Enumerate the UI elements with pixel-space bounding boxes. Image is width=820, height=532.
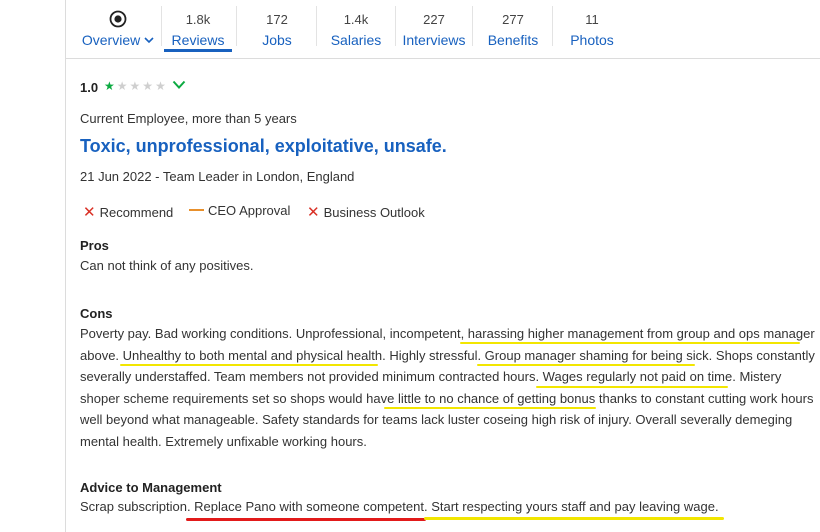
- indicator-ceo-approval: [189, 203, 290, 218]
- indicator-label: CEO Approval: [208, 203, 291, 218]
- left-divider: [65, 0, 66, 532]
- tab-overview-label: Overview: [81, 32, 141, 48]
- highlight-underline: [536, 386, 728, 388]
- tab-overview[interactable]: [76, 0, 160, 55]
- tab-photos-count: 11: [585, 12, 599, 27]
- cons-line: severally understaffed. Team members not provided minimum contracted hours. Wages regularly not paid on time. Mistery: [80, 369, 782, 384]
- highlight-underline: [460, 342, 800, 344]
- chevron-down-icon: [144, 37, 154, 44]
- employee-status: Current Employee, more than 5 years: [80, 111, 297, 126]
- highlight-underline: [120, 364, 378, 366]
- review-meta: 21 Jun 2022 - Team Leader in London, England: [80, 169, 355, 184]
- highlight-underline-red: [186, 518, 426, 521]
- company-tabs: [66, 0, 820, 55]
- tab-reviews[interactable]: [164, 0, 232, 55]
- cons-line: above. Unhealthy to both mental and physical health. Highly stressful. Group manager shaming for being sick. Shops constantly: [80, 347, 815, 363]
- indicator-business-outlook: [307, 203, 425, 221]
- cons-line: shoper scheme requirements set so shops would have little to no chance of getting bonus thanks to constant cutting work hours: [80, 390, 814, 406]
- highlight-underline: [424, 517, 724, 520]
- x-icon: ✕: [307, 204, 320, 221]
- tab-salaries-label: Salaries: [330, 32, 382, 48]
- tab-reviews-count: 1.8k: [185, 12, 211, 27]
- tab-interviews[interactable]: [398, 0, 470, 55]
- target-icon: [109, 10, 127, 28]
- star-rating: [104, 79, 168, 93]
- cons-line: Poverty pay. Bad working conditions. Unprofessional, incompetent, harassing higher management from group and ops manager: [80, 326, 815, 341]
- star-empty-icon: ★: [142, 79, 156, 93]
- tab-salaries-count: 1.4k: [343, 12, 369, 27]
- tab-interviews-label: Interviews: [402, 32, 466, 48]
- tab-separator: [552, 6, 553, 46]
- highlight-underline: [477, 364, 695, 366]
- tab-benefits-label: Benefits: [487, 32, 539, 48]
- dash-icon: [189, 209, 204, 211]
- tab-separator: [316, 6, 317, 46]
- tab-separator: [472, 6, 473, 46]
- tab-separator: [395, 6, 396, 46]
- tab-jobs-label: Jobs: [262, 32, 292, 48]
- x-icon: ✕: [83, 204, 96, 221]
- advice-text: Scrap subscription. Replace Pano with someone competent. Start respecting yours staff and pay leaving wage.: [80, 499, 719, 514]
- rating-details-chevron-icon[interactable]: [172, 80, 186, 90]
- star-empty-icon: ★: [116, 79, 130, 93]
- rating-value: 1.0: [80, 80, 99, 95]
- review-title[interactable]: Toxic, unprofessional, exploitative, unsafe.: [80, 136, 447, 156]
- cons-line: well beyond what manageable. Safety standards for teams lack luster coseing high risk of injury. Overall severally demeging: [80, 412, 793, 427]
- tab-salaries[interactable]: [323, 0, 389, 55]
- cons-heading: Cons: [80, 306, 113, 321]
- tab-photos[interactable]: [558, 0, 626, 55]
- pros-text: Can not think of any positives.: [80, 258, 254, 273]
- highlight-underline: [384, 407, 596, 409]
- tab-reviews-label: Reviews: [171, 32, 225, 48]
- tab-photos-label: Photos: [570, 32, 614, 48]
- indicator-recommend: [83, 203, 173, 221]
- indicator-label: Business Outlook: [323, 205, 425, 220]
- tab-benefits[interactable]: [478, 0, 548, 55]
- star-filled-icon: ★: [104, 79, 117, 93]
- cons-line: mental health. Extremely unfixable working hours.: [80, 433, 367, 449]
- tab-jobs-count: 172: [266, 12, 288, 27]
- tab-interviews-count: 227: [423, 12, 445, 27]
- tab-separator: [236, 6, 237, 46]
- advice-heading: Advice to Management: [80, 480, 222, 495]
- active-tab-indicator: [164, 49, 232, 52]
- star-empty-icon: ★: [129, 79, 143, 93]
- star-empty-icon: ★: [155, 79, 168, 93]
- tab-jobs[interactable]: [244, 0, 310, 55]
- tabs-divider: [66, 58, 820, 59]
- pros-heading: Pros: [80, 238, 109, 253]
- tab-benefits-count: 277: [502, 12, 524, 27]
- indicator-label: Recommend: [99, 205, 174, 220]
- tab-separator: [161, 6, 162, 46]
